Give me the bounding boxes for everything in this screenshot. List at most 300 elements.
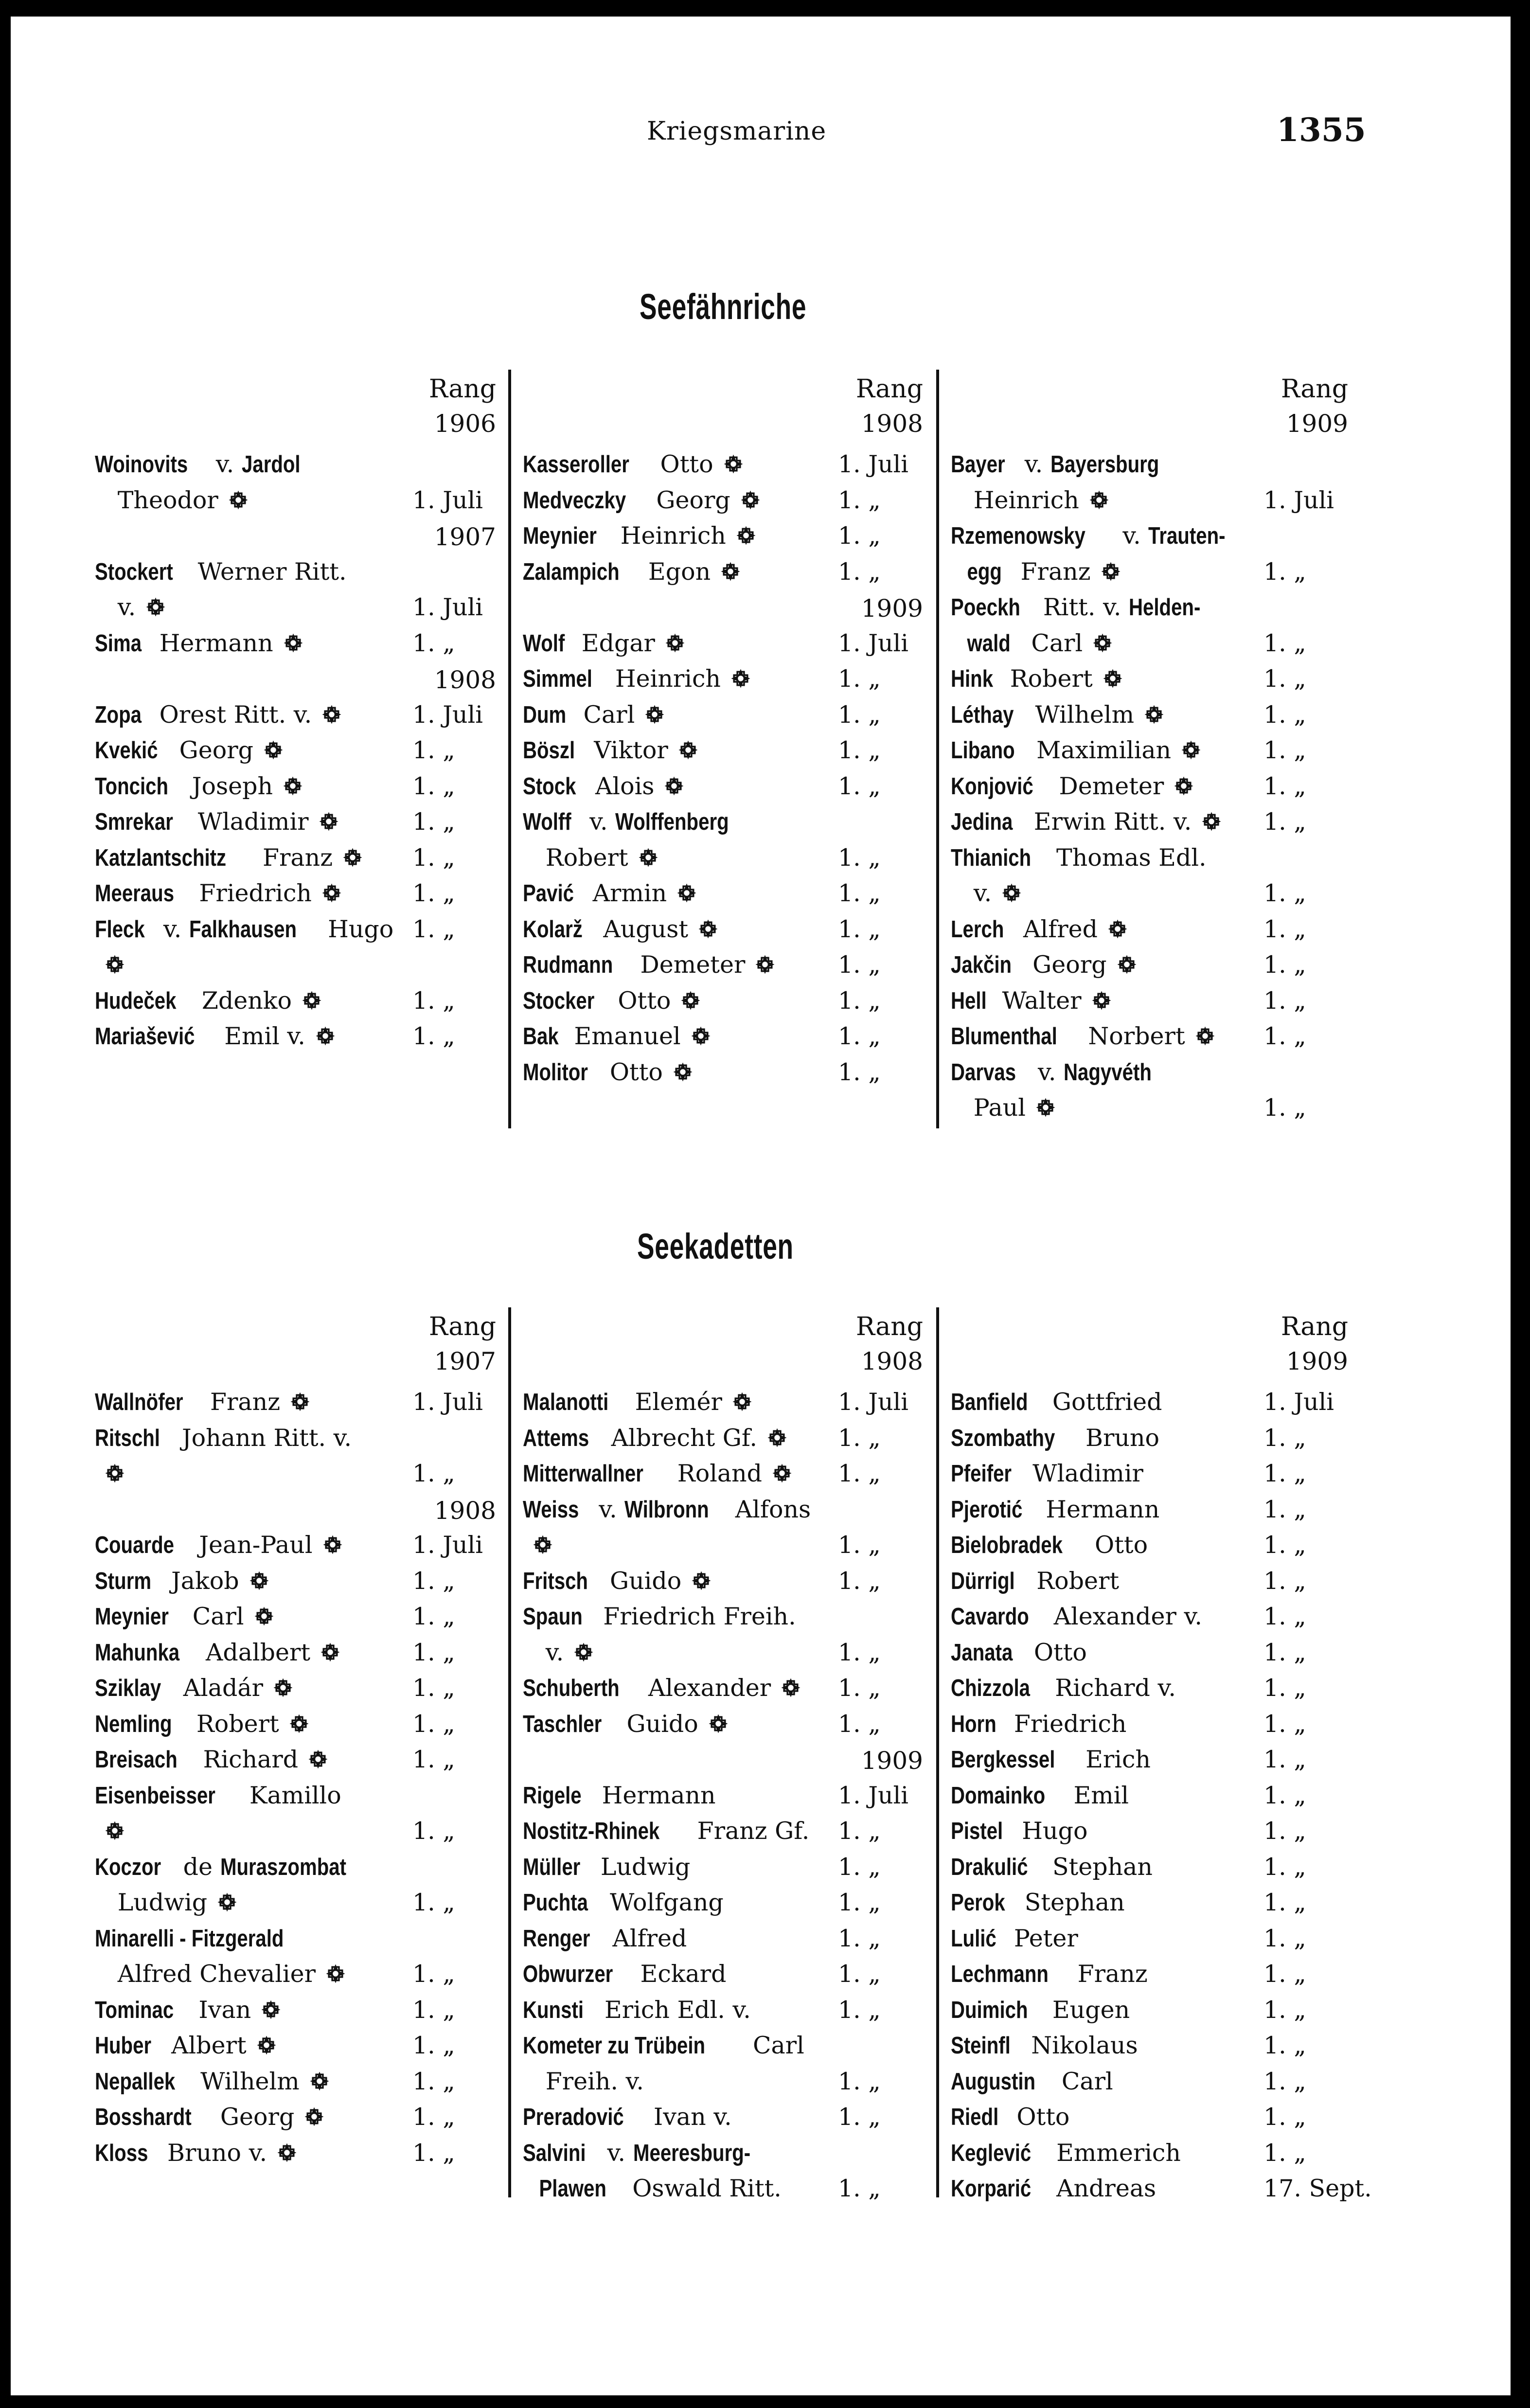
roster-entry	[523, 1456, 793, 1492]
roster-entry	[95, 1527, 344, 1563]
cross-icon	[672, 1057, 694, 1080]
surname: Renger	[523, 1925, 590, 1952]
surname: Szombathy	[951, 1425, 1055, 1451]
roster-entry	[951, 1456, 1143, 1492]
rank-year: 1907	[434, 1347, 496, 1375]
surname: Plawen	[523, 2176, 606, 2202]
given-name: Alexander v.	[1046, 1603, 1202, 1630]
rank-date: 1. „	[1263, 1924, 1306, 1952]
column-rule	[936, 370, 939, 1128]
rank-date: 1. „	[412, 1889, 455, 1916]
surname: Koczor	[95, 1854, 161, 1880]
cross-icon	[754, 950, 776, 972]
roster-entry	[95, 1670, 294, 1706]
roster-entry	[95, 1778, 341, 1814]
cross-icon	[1194, 1021, 1216, 1044]
given-name: Eckard	[632, 1960, 727, 1988]
roster-entry	[523, 661, 752, 697]
rank-header: Rang	[428, 375, 496, 404]
given-name: Franz	[1070, 1960, 1148, 1988]
given-name: Georg	[172, 736, 254, 764]
rank-date: 1. „	[412, 2032, 455, 2059]
given-name: Wolfgang	[602, 1889, 724, 1916]
roster-entry	[951, 1885, 1125, 1921]
surname: Eisenbeisser	[95, 1782, 215, 1809]
surname: Nepallek	[95, 2068, 176, 2095]
roster-entry	[951, 1018, 1216, 1054]
cross-icon	[719, 557, 742, 579]
roster-entry	[523, 2028, 804, 2064]
rank-header: Rang	[855, 375, 923, 404]
given-name: Franz	[255, 843, 333, 872]
surname: Bayer	[951, 451, 1005, 478]
given-name: Heinrich	[613, 522, 726, 550]
scan-border-bottom	[0, 2395, 1530, 2408]
rank-date: 1. Juli	[1263, 486, 1334, 514]
rank-year: 1908	[861, 1347, 923, 1375]
surname: Bak	[523, 1023, 559, 1050]
surname: Rudmann	[523, 952, 613, 978]
rank-date: 1. „	[412, 1460, 455, 1487]
roster-entry	[523, 768, 685, 804]
roster-entry	[95, 1849, 374, 1885]
cross-icon	[1200, 807, 1223, 829]
given-name: Ritt. v.	[1035, 593, 1129, 621]
surname: Mitterwallner	[523, 1461, 643, 1487]
given-name: Georg	[1025, 951, 1107, 979]
rank-date: 1. „	[412, 736, 455, 764]
surname: Jakčin	[951, 952, 1012, 978]
rank-date: 1. „	[1263, 1781, 1306, 1809]
given-name: Otto	[1009, 2103, 1070, 2131]
scan-border-left	[0, 0, 11, 2408]
rank-date: 1. „	[838, 1853, 881, 1881]
rank-date: 1. „	[1263, 1094, 1306, 1122]
roster-entry	[951, 2064, 1113, 2100]
roster-entry	[523, 1384, 753, 1420]
roster-entry	[951, 1054, 1171, 1090]
running-head: Kriegsmarine	[647, 117, 827, 146]
rank-date: 1. „	[1263, 1531, 1306, 1559]
surname: Duimich	[951, 1997, 1028, 2023]
predicate-name: Meeresburg-	[633, 2140, 750, 2166]
surname: Augustin	[951, 2068, 1036, 2095]
rank-header: Rang	[1281, 375, 1348, 404]
rank-date: 1. „	[838, 879, 881, 907]
surname: Ritschl	[95, 1425, 160, 1451]
given-name: v.	[1017, 450, 1050, 478]
predicate-name: Wilbronn	[624, 1496, 710, 1523]
given-name: August	[595, 915, 689, 943]
cross-icon	[272, 1673, 294, 1695]
surname: Pistel	[951, 1818, 1003, 1844]
roster-entry	[95, 1992, 282, 2028]
rank-date: 1. Juli	[838, 1388, 908, 1416]
roster-entry	[523, 1635, 595, 1671]
surname: Rzemenowsky	[951, 523, 1085, 549]
roster-entry	[951, 2171, 1156, 2207]
given-name: Demeter	[632, 951, 746, 979]
given-name: Jakob	[163, 1567, 239, 1595]
roster-entry	[523, 554, 742, 590]
rank-date: 1. „	[838, 557, 881, 586]
roster-entry	[95, 589, 167, 625]
predicate-name: Trauten-	[1148, 523, 1226, 549]
rank-header: Rang	[428, 1312, 496, 1341]
surname: Lechmann	[951, 1961, 1049, 1987]
roster-entry	[951, 911, 1129, 947]
roster-entry	[523, 804, 754, 840]
surname: Smrekar	[95, 809, 173, 835]
rank-date: 1. „	[1263, 2103, 1306, 2131]
rank-date: 1. „	[838, 986, 881, 1015]
surname: Léthay	[951, 701, 1014, 728]
roster-entry	[523, 983, 702, 1019]
roster-entry	[95, 840, 364, 876]
roster-entry	[95, 2028, 278, 2064]
predicate-name: Bayersburg	[1050, 451, 1159, 478]
given-name: v.	[582, 808, 616, 836]
given-name: Paul	[951, 1094, 1026, 1122]
cross-icon	[321, 1530, 344, 1552]
cross-icon	[729, 664, 752, 686]
roster-entry	[523, 1921, 687, 1957]
rank-date: 1. „	[838, 2175, 881, 2202]
given-name: Robert	[523, 843, 628, 872]
given-name: Alois	[587, 772, 655, 800]
roster-entry	[951, 768, 1195, 804]
given-name: Adalbert	[198, 1638, 311, 1666]
given-name: Viktor	[586, 736, 668, 764]
roster-entry	[951, 2028, 1138, 2064]
rank-date: 1. „	[412, 1638, 455, 1666]
cross-icon	[1102, 664, 1124, 686]
rank-date: 1. „	[412, 1022, 455, 1050]
rank-date: 1. „	[838, 2067, 881, 2095]
roster-entry	[523, 482, 762, 518]
given-name: v.	[1030, 1058, 1064, 1086]
roster-entry	[95, 875, 343, 911]
cross-icon	[289, 1387, 311, 1409]
cross-icon	[1143, 700, 1165, 722]
cross-icon	[303, 2102, 325, 2124]
rank-date: 1. „	[838, 2103, 881, 2131]
roster-entry	[523, 1420, 788, 1456]
rank-date: 1. „	[1263, 1495, 1306, 1523]
given-name: Alfred Chevalier	[95, 1960, 316, 1988]
given-name: Friedrich Freih.	[595, 1603, 796, 1630]
rank-date: 1. Juli	[412, 593, 483, 621]
roster-entry	[523, 1563, 712, 1599]
surname: Wallnöfer	[95, 1389, 183, 1415]
cross-icon	[104, 1459, 126, 1481]
roster-entry	[523, 2099, 732, 2135]
given-name: Theodor	[95, 486, 218, 514]
surname: Malanotti	[523, 1389, 609, 1415]
given-name: Hugo	[1014, 1817, 1088, 1845]
rank-date: 1. „	[412, 1996, 455, 2024]
rank-date: 1. „	[412, 986, 455, 1015]
cross-icon	[324, 1959, 347, 1981]
rank-date: 1. „	[838, 1710, 881, 1738]
rank-date: 1. „	[1263, 1889, 1306, 1916]
surname: Hell	[951, 987, 987, 1014]
roster-entry	[523, 1813, 809, 1849]
cross-icon	[341, 843, 364, 865]
rank-date: 1. „	[1263, 2139, 1306, 2167]
roster-entry	[523, 1054, 694, 1090]
cross-icon	[1116, 950, 1138, 972]
surname: Fritsch	[523, 1568, 588, 1594]
surname: Bergkessel	[951, 1747, 1055, 1773]
surname: Zalampich	[523, 558, 620, 585]
surname: Cavardo	[951, 1604, 1029, 1630]
given-name: v.	[591, 1495, 625, 1523]
given-name: Robert	[189, 1710, 279, 1738]
roster-entry	[951, 554, 1122, 590]
surname: Lerch	[951, 916, 1004, 943]
surname: Taschler	[523, 1711, 602, 1737]
given-name: Carl	[745, 2032, 804, 2059]
cross-icon	[318, 807, 340, 829]
given-name: Emmerich	[1049, 2139, 1181, 2167]
rank-date: 1. „	[1263, 1460, 1306, 1487]
roster-entry	[95, 1956, 347, 1992]
given-name: Roland	[670, 1460, 763, 1487]
rank-date: 1. „	[838, 1817, 881, 1845]
surname: Meynier	[523, 523, 597, 549]
roster-entry	[951, 1992, 1130, 2028]
surname: Darvas	[951, 1059, 1016, 1086]
given-name: Ivan	[191, 1996, 251, 2024]
roster-entry	[951, 947, 1138, 983]
rank-date: 1. „	[1263, 951, 1306, 979]
cross-icon	[664, 628, 686, 651]
given-name: Heinrich	[607, 665, 721, 693]
surname: Domainko	[951, 1782, 1046, 1809]
roster-entry	[523, 1706, 729, 1742]
surname: Keglević	[951, 2140, 1032, 2166]
roster-entry	[523, 1992, 751, 2028]
surname: Lulić	[951, 1925, 996, 1952]
roster-entry	[95, 2064, 331, 2100]
surname: Bielobradek	[951, 1532, 1063, 1558]
cross-icon	[104, 1816, 126, 1838]
rank-date: 1. „	[1263, 1996, 1306, 2024]
scan-border-right	[1511, 0, 1530, 2408]
rank-date: 1. Juli	[838, 450, 908, 478]
rank-date: 1. „	[412, 1710, 455, 1738]
cross-icon	[262, 735, 285, 758]
given-name: Georg	[648, 486, 730, 514]
rank-date: 1. „	[838, 1531, 881, 1559]
given-name: Nikolaus	[1023, 2032, 1138, 2059]
rank-date: 1. „	[412, 915, 455, 943]
given-name: Otto	[610, 986, 671, 1015]
given-name: Wilhelm	[1027, 700, 1135, 729]
roster-entry	[523, 875, 698, 911]
roster-entry	[95, 482, 249, 518]
roster-entry	[951, 1742, 1151, 1778]
rank-date: 1. „	[1263, 629, 1306, 657]
predicate-name: Falkhausen	[189, 916, 297, 943]
cross-icon	[1090, 986, 1113, 1008]
surname: Katzlantschitz	[95, 844, 227, 871]
roster-entry	[951, 661, 1124, 697]
roster-entry	[95, 1706, 310, 1742]
rank-date: 1. „	[1263, 2067, 1306, 2095]
cross-icon	[771, 1459, 793, 1481]
given-name: Richard	[196, 1746, 299, 1773]
given-name: Otto	[602, 1058, 663, 1086]
rank-date: 1. „	[838, 1960, 881, 1988]
given-name: Friedrich	[191, 879, 312, 907]
given-name: de	[176, 1853, 220, 1881]
given-name: v.	[523, 1638, 564, 1666]
given-name: v.	[208, 450, 242, 478]
surname: Fleck	[95, 916, 145, 943]
given-name: Maximilian	[1029, 736, 1172, 764]
given-name: Friedrich	[1006, 1710, 1127, 1738]
given-name: Hermann	[594, 1781, 716, 1809]
surname: Nostitz-Rhinek	[523, 1818, 660, 1844]
surname: Sziklay	[95, 1675, 161, 1701]
roster-entry	[523, 2064, 644, 2100]
rank-date: 1. „	[1263, 1603, 1306, 1630]
surname: Huber	[95, 2033, 152, 2059]
roster-entry	[95, 1885, 238, 1921]
surname: Tominac	[95, 1997, 174, 2023]
rank-date: 1. „	[412, 1746, 455, 1773]
surname: Mariašević	[95, 1023, 195, 1050]
surname: Steinfl	[951, 2033, 1011, 2059]
rank-year: 1909	[861, 594, 923, 623]
surname: Dürrigl	[951, 1568, 1015, 1594]
given-name: Elemér	[627, 1388, 722, 1416]
roster-entry	[951, 518, 1243, 554]
given-name: Jean-Paul	[191, 1531, 313, 1559]
cross-icon	[1100, 557, 1122, 579]
rank-date: 1. „	[838, 951, 881, 979]
rank-date: 1. „	[1263, 1746, 1306, 1773]
rank-year: 1908	[434, 666, 496, 694]
rank-year: 1908	[861, 410, 923, 438]
surname: Stocker	[523, 987, 595, 1014]
rank-date: 1. „	[1263, 1710, 1306, 1738]
rank-date: 1. Juli	[1263, 1388, 1334, 1416]
rank-year: 1906	[434, 410, 496, 438]
rank-date: 1. „	[412, 1603, 455, 1630]
surname: Jedina	[951, 809, 1013, 835]
given-name: Guido	[619, 1710, 698, 1738]
cross-icon	[731, 1387, 753, 1409]
surname: Attems	[523, 1425, 589, 1451]
surname: Kloss	[95, 2140, 148, 2166]
given-name: v.	[156, 915, 189, 943]
surname: Banfield	[951, 1389, 1028, 1415]
rank-date: 1. „	[412, 2103, 455, 2131]
rank-date: 1. „	[1263, 1567, 1306, 1595]
surname: Hink	[951, 666, 994, 692]
roster-entry	[951, 1384, 1162, 1420]
surname: Drakulić	[951, 1854, 1028, 1880]
cross-icon	[690, 1566, 712, 1588]
rank-date: 1. „	[838, 486, 881, 514]
given-name: Heinrich	[951, 486, 1079, 514]
given-name: Richard v.	[1047, 1674, 1176, 1702]
rank-date: 1. „	[1263, 1638, 1306, 1666]
cross-icon	[735, 521, 757, 543]
surname: Stockert	[95, 558, 173, 585]
roster-entry	[951, 1778, 1129, 1814]
roster-entry	[95, 1018, 337, 1054]
given-name: Wladimir	[190, 808, 309, 836]
roster-entry	[95, 554, 347, 590]
surname: Meynier	[95, 1604, 169, 1630]
cross-icon	[144, 592, 167, 615]
page-number: 1355	[1277, 111, 1366, 149]
surname: Kometer zu Trübein	[523, 2033, 706, 2059]
cross-icon	[319, 1638, 341, 1660]
surname: Minarelli - Fitzgerald	[95, 1925, 284, 1952]
given-name: Ludwig	[593, 1853, 691, 1881]
section-title-seefahnriche: Seefähnriche	[640, 286, 807, 327]
cross-icon	[308, 2067, 331, 2089]
given-name: Freih. v.	[523, 2067, 644, 2095]
rank-date: 1. „	[838, 1022, 881, 1050]
surname: Korparić	[951, 2176, 1032, 2202]
surname: Kunsti	[523, 1997, 584, 2023]
roster-entry	[95, 1563, 270, 1599]
rank-date: 1. „	[1263, 808, 1306, 836]
scan-border-top	[0, 0, 1530, 17]
roster-entry	[951, 2099, 1069, 2135]
roster-entry	[95, 2135, 298, 2171]
surname: Chizzola	[951, 1675, 1030, 1701]
rank-date: 1. „	[838, 915, 881, 943]
surname: Molitor	[523, 1059, 588, 1086]
rank-date: 1. Juli	[838, 629, 908, 657]
roster-entry	[951, 625, 1114, 661]
rank-date: 1. „	[412, 1674, 455, 1702]
roster-entry	[951, 697, 1165, 733]
cross-icon	[739, 485, 762, 508]
roster-entry	[951, 840, 1207, 876]
given-name: Thomas Edl.	[1049, 843, 1207, 872]
given-name: Hermann	[152, 629, 273, 657]
rank-date: 1. „	[1263, 915, 1306, 943]
rank-date: 1. „	[1263, 1022, 1306, 1050]
section-title-seekadetten: Seekadetten	[637, 1226, 794, 1266]
roster-entry	[523, 1885, 724, 1921]
surname: Müller	[523, 1854, 581, 1880]
cross-icon	[572, 1638, 595, 1660]
surname: Nemling	[95, 1711, 172, 1737]
given-name: Franz	[1013, 557, 1091, 586]
roster-entry	[95, 625, 304, 661]
given-name: Andreas	[1049, 2175, 1156, 2202]
surname: Obwurzer	[523, 1961, 613, 1987]
cross-icon	[104, 950, 126, 972]
surname: Schuberth	[523, 1675, 620, 1701]
roster-entry	[951, 589, 1216, 625]
rank-date: 1. „	[1263, 986, 1306, 1015]
roster-entry	[95, 1813, 126, 1849]
surname: Sturm	[95, 1568, 152, 1594]
roster-entry	[951, 1706, 1126, 1742]
rank-date: 1. „	[1263, 1674, 1306, 1702]
surname: Weiss	[523, 1496, 579, 1523]
